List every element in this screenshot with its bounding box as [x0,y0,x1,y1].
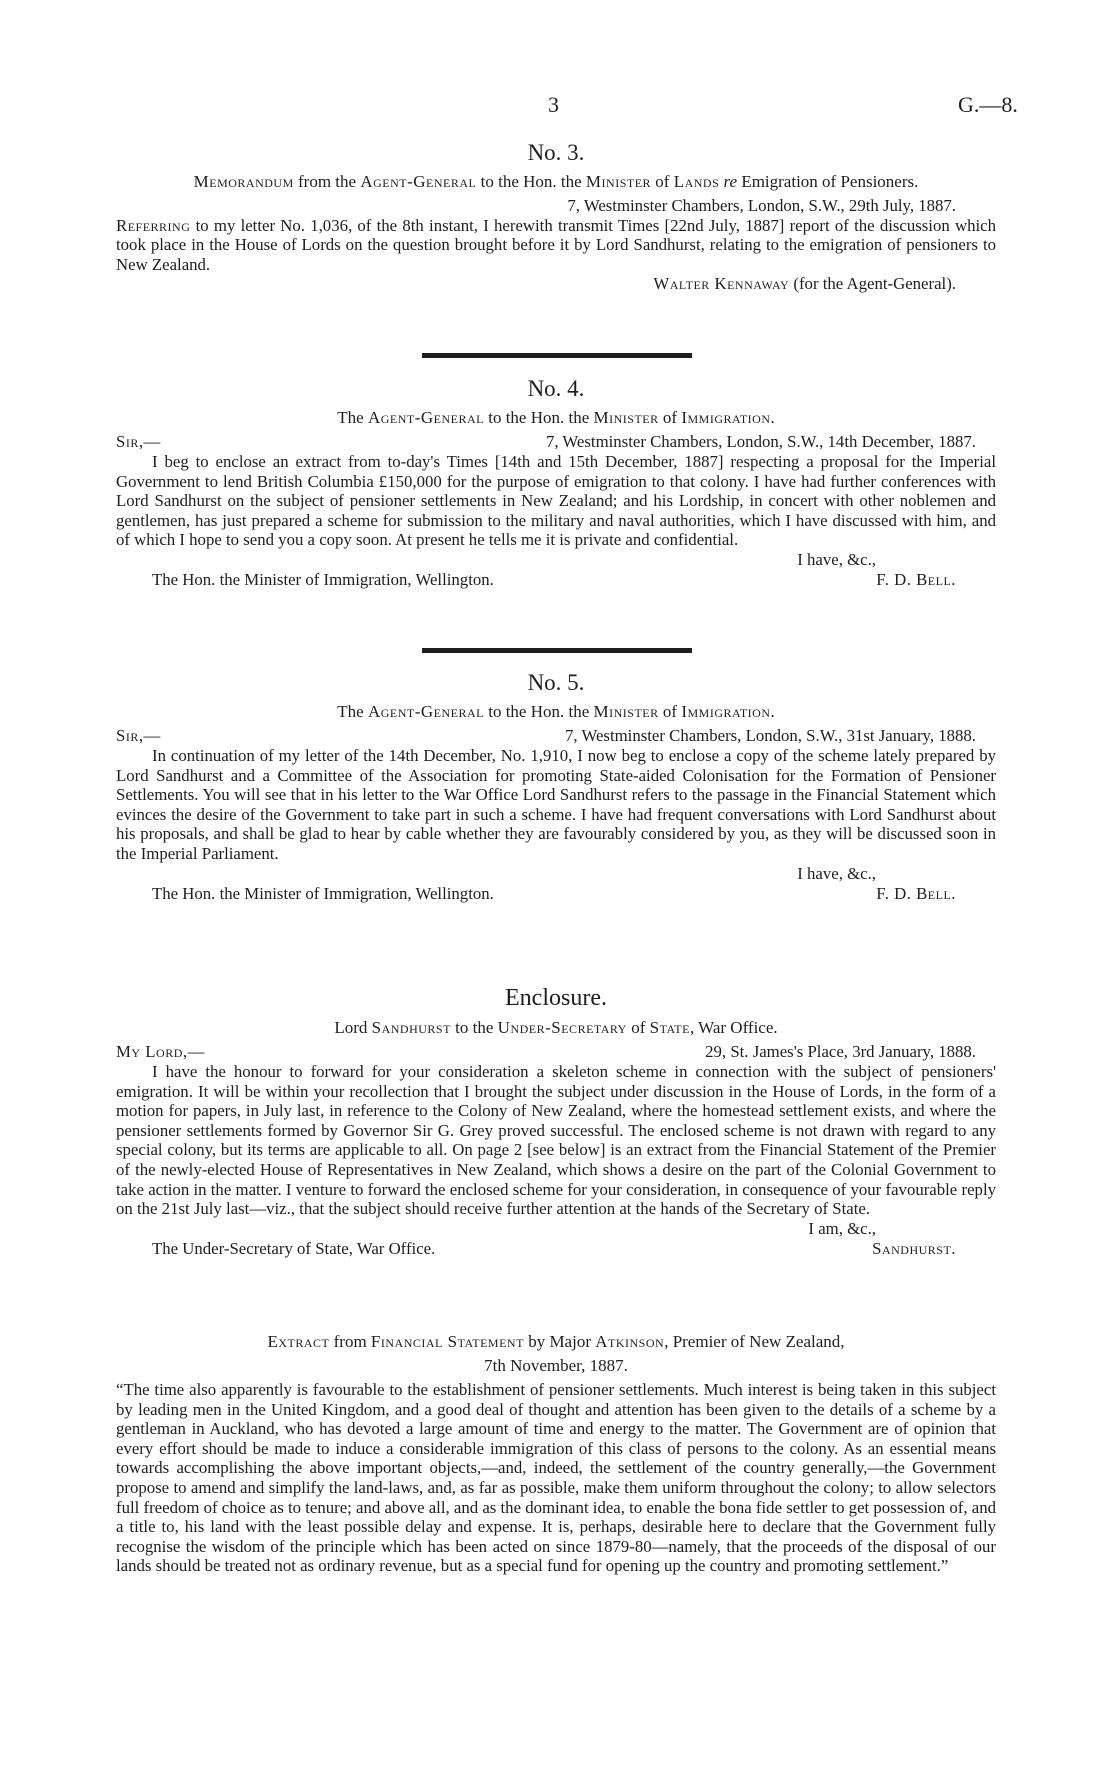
section-enclosure [116,985,996,1259]
title-part: re [719,172,738,191]
letter-body: I have the honour to forward for your consideration a skeleton scheme in connection with the subject of pensioners' emigration. It will be within your recollection that I brought the subject under discussion in the House of Lords, in the form of a motion for papers, in July last, in reference to the Colony of New Zealand, where the homestead settlement exists, and where the pensioner settlements formed by Governor Sir G. Grey proved successful. The enclosed scheme is not drawn with regard to any special colony, but its terms are applicable to all. On page 2 [see below] is an extract from the Financial Statement of the Premier of the newly-elected House of Representatives in New Zealand, which shows a desire on the part of the Colonial Government to take action in the matter. I venture to forward the enclosed scheme for your consideration, in consequence of your favourable reply on the 21st July last—viz., that the subject should receive further attention at the hands of the Secretary of State. [116,1062,996,1219]
title-part: Agent-General [360,172,477,191]
recipient-row [116,570,996,590]
closing: I am, &c., [808,1218,876,1238]
title-part: to the [450,1018,498,1037]
title-part: Sandhurst [371,1018,451,1037]
title-part: Agent-General [367,702,484,721]
letter-address: 7, Westminster Chambers, London, S.W., 29th July, 1887. [567,196,956,215]
body-text: to my letter No. 1,036, of the 8th instant, I herewith transmit Times [22nd July, 1887] report of the discussion which took place in the House of Lords on the question brought before it by Lord Sandhurst, relating to the emigration of pensioners to New Zealand. [116,215,996,274]
section-number: No. 4. [527,376,585,401]
title-part: Immigration [681,702,771,721]
title-part: Atkinson [595,1332,665,1351]
title-part: Lands [673,172,720,191]
title-part: Under-Secretary [497,1018,627,1037]
page-number: 3 [548,92,559,117]
title-part: of [626,1018,650,1037]
salutation: My Lord,— [116,1042,205,1061]
title-part: to the Hon. the [483,702,594,721]
title-part: from [329,1332,371,1351]
document-reference: G.—8. [958,92,1018,117]
section-no5 [116,670,996,904]
section-no3 [116,140,996,294]
section-no4 [116,376,996,590]
letter-address: 7, Westminster Chambers, London, S.W., 14th December, 1887. [545,432,976,451]
section-title [116,408,996,428]
title-part: , Premier of New Zealand, [664,1332,845,1351]
signature-line [116,274,996,294]
signature-note: (for the Agent-General). [789,274,956,294]
section-number: No. 5. [527,670,585,695]
enclosure-heading: Enclosure. [505,985,607,1011]
title-part: Minister [593,702,659,721]
closing: I have, &c., [797,863,876,883]
salutation-row [116,1042,996,1062]
title-part: Extract [267,1332,330,1351]
recipient: The Hon. the Minister of Immigration, Wellington. [152,569,494,589]
salutation: Sir,— [116,432,161,451]
title-part: from the [293,172,361,191]
title-part: . [770,408,775,427]
title-part: Agent-General [367,408,484,427]
salutation-row [116,726,996,746]
title-part: Emigration of Pensioners. [737,172,919,191]
title-part: The [337,702,368,721]
title-part: , War Office. [689,1018,778,1037]
title-part: to the Hon. the [476,172,586,191]
section-title [116,1018,996,1038]
extract-body: “The time also apparently is favourable to the establishment of pensioner settlements. Much interest is being taken in this subject by leading men in the United Kingdom, and a good deal of thought and attention has been given to the details of a scheme by a gentleman in Auckland, who has devoted a large amount of time and energy to the matter. The Government are of opinion that every effort should be made to induce a considerable immigration of this class of persons to the colony. As an essential means towards accomplishing the above important objects,—and, indeed, the settlement of the country generally,—the Government propose to amend and simplify the land-laws, and, as far as possible, make them uniform throughout the colony; to allow selectors full freedom of choice as to tenure; and above all, and as the dominant idea, to enable the bona fide settler to get possession of, and a title to, his land with the least possible delay and expense. It is, perhaps, desirable here to declare that the Government fully recognise the wisdom of the principle which has been acted on since 1879-80—namely, that the proceeds of the disposal of our lands should be treated not as ordinary revenue, but as a special fund for opening up the country and promoting settlement.” [116,1380,996,1576]
title-part: Lord [334,1018,372,1037]
closing: I have, &c., [797,549,876,569]
closing-row [116,1219,996,1239]
title-part: Memorandum [193,172,294,191]
title-part: Minister [593,408,659,427]
title-part: . [770,702,775,721]
section-extract [116,1332,996,1576]
letter-address: 7, Westminster Chambers, London, S.W., 31st January, 1888. [565,726,976,745]
letter-address: 29, St. James's Place, 3rd January, 1888. [705,1042,976,1061]
title-part: by Major [523,1332,596,1351]
recipient: The Under-Secretary of State, War Office. [152,1238,436,1258]
signature: Walter Kennaway [653,274,790,294]
title-part: Immigration [681,408,771,427]
section-date: 7th November, 1887. [484,1356,628,1375]
title-part: The [337,408,368,427]
signature: F. D. Bell. [876,883,956,903]
section-divider [422,648,692,653]
section-title [116,172,996,192]
closing-row [116,550,996,570]
section-number: No. 3. [527,140,585,165]
letter-body: In continuation of my letter of the 14th December, No. 1,910, I now beg to enclose a copy of the scheme lately prepared by Lord Sandhurst and a Committee of the Association for promoting State-aided Colonisation for the Formation of Pensioner Settlements. You will see that in his letter to the War Office Lord Sandhurst refers to the passage in the Financial Statement which evinces the desire of the Government to take part in such a scheme. I have had frequent conversations with Lord Sandhurst about his proposals, and shall be glad to hear by cable whether they are favourably considered by you, as they will be discussed soon in the Imperial Parliament. [116,746,996,863]
signature: Sandhurst. [872,1238,956,1258]
title-part: to the Hon. the [483,408,594,427]
title-part: Minister [585,172,652,191]
letter-body [116,216,996,275]
closing-row [116,864,996,884]
title-part: of [658,408,682,427]
section-divider [422,353,692,358]
letter-body: I beg to enclose an extract from to-day's Times [14th and 15th December, 1887] respecting a proposal for the Imperial Government to lend British Columbia £150,000 for the purpose of emigration to that colony. I have had further conferences with Lord Sandhurst on the subject of pensioner settlements in New Zealand; and his Lordship, in concert with other noblemen and gentlemen, has just prepared a scheme for submission to the military and naval authorities, which I have discussed with him, and of which I hope to send you a copy soon. At present he tells me it is private and confidential. [116,452,996,550]
recipient-row [116,884,996,904]
salutation: Sir,— [116,726,161,745]
signature: F. D. Bell. [876,569,956,589]
recipient: The Hon. the Minister of Immigration, Wellington. [152,883,494,903]
title-part: State [649,1018,690,1037]
title-part: of [658,702,682,721]
lead-word: Referring [116,215,191,235]
salutation-row [116,432,996,452]
title-part: Financial Statement [370,1332,524,1351]
title-part: of [651,172,674,191]
section-title [116,702,996,722]
section-title [116,1332,996,1352]
recipient-row [116,1239,996,1259]
